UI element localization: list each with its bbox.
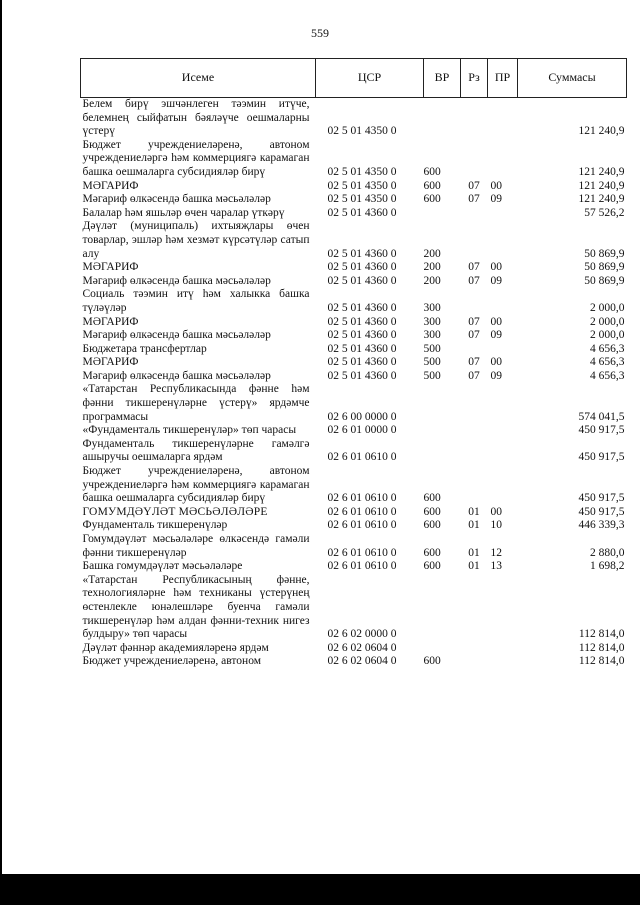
cell-sum: 1 698,2 [590, 560, 625, 573]
cell-name: Бюджет учреждениеләренә, автоном учреждениеләргә һәм коммерциягә карамаган башка оешмаларга субсидияләр бирү [82, 465, 310, 505]
cell-name: Фундаменталь тикшеренүләрне гамәлгә ашыручы оешмаларга ярдәм [82, 437, 310, 464]
cell-rz [461, 655, 488, 669]
cell-vr [424, 424, 461, 438]
cell-vr: 600 [423, 546, 441, 559]
cell-vr: 500 [423, 369, 441, 382]
cell-sum: 2 880,0 [590, 546, 625, 559]
cell-name: Мәгариф өлкәсендә башка мәсьәләләр [82, 193, 271, 206]
cell-rz: 01 [468, 519, 480, 532]
cell-name: Мәгариф өлкәсендә башка мәсьәләләр [82, 369, 271, 382]
budget-table [80, 58, 627, 669]
cell-sum: 2 000,0 [590, 329, 625, 342]
cell-csr: 02 5 01 4360 0 [327, 261, 397, 274]
header-name: Исеме [81, 59, 316, 98]
cell-sum: 112 814,0 [578, 628, 625, 641]
cell-sum: 2 000,0 [590, 315, 625, 328]
cell-sum: 121 240,9 [578, 165, 625, 178]
table-row [81, 424, 627, 438]
cell-vr: 200 [423, 261, 441, 274]
cell-vr: 600 [423, 492, 441, 505]
cell-sum: 574 041,5 [578, 410, 625, 423]
cell-csr: 02 5 01 4360 0 [327, 342, 397, 355]
cell-name: Балалар һәм яшьләр өчен чаралар үткәрү [82, 206, 285, 219]
table-row [81, 329, 627, 343]
header-csr: ЦСР [316, 59, 424, 98]
cell-pr [488, 655, 518, 669]
cell-csr: 02 5 01 4360 0 [327, 247, 397, 260]
cell-name: Мәгариф өлкәсендә башка мәсьәләләр [82, 329, 271, 342]
cell-sum: 50 869,9 [584, 274, 625, 287]
cell-pr: 09 [490, 369, 502, 382]
cell-name: Гомумдәүләт мәсьәләләре өлкәсендә гамәли фәнни тикшеренүләр [82, 533, 310, 559]
cell-pr: 09 [490, 193, 502, 206]
cell-pr: 00 [490, 179, 502, 192]
cell-rz: 07 [468, 179, 480, 192]
table-row [81, 139, 627, 180]
cell-rz [461, 288, 488, 315]
cell-csr: 02 5 01 4360 0 [327, 206, 397, 219]
cell-name: Бюджетара трансфертлар [82, 342, 207, 355]
cell-rz: 07 [468, 369, 480, 382]
table-row [81, 438, 627, 465]
cell-name: Фундаменталь тикшеренүләр [82, 519, 228, 532]
table-row [81, 180, 627, 194]
table-row [81, 383, 627, 424]
table-row [81, 207, 627, 221]
cell-csr: 02 6 02 0604 0 [327, 641, 397, 654]
table-row [81, 288, 627, 315]
header-pr: ПР [488, 59, 518, 98]
cell-sum: 450 917,5 [578, 492, 625, 505]
cell-rz: 07 [468, 329, 480, 342]
cell-vr [424, 98, 461, 139]
page-number: 559 [311, 26, 329, 40]
cell-vr [424, 207, 461, 221]
cell-rz [461, 574, 488, 642]
cell-pr: 09 [490, 329, 502, 342]
cell-pr [488, 288, 518, 315]
cell-sum: 50 869,9 [584, 261, 625, 274]
table-row [81, 316, 627, 330]
cell-name: МӘГАРИФ [82, 315, 139, 328]
cell-sum: 121 240,9 [578, 179, 625, 192]
cell-sum: 4 656,3 [590, 356, 625, 369]
cell-name: МӘГАРИФ [82, 356, 139, 369]
cell-name: Дәүләт (муниципаль) ихтыяҗлары өчен товарлар, эшләр һәм хезмәт күрсәтүләр сатып алу [82, 220, 310, 260]
cell-pr: 00 [490, 261, 502, 274]
cell-pr [488, 438, 518, 465]
cell-name: «Татарстан Республикасында фәнне һәм фәнни тикшеренүләрне үстерү» ярдәмче программасы [82, 383, 310, 423]
cell-rz [461, 465, 488, 506]
cell-rz [461, 207, 488, 221]
cell-csr: 02 6 01 0610 0 [327, 492, 397, 505]
cell-pr: 13 [490, 560, 502, 573]
table-row [81, 642, 627, 656]
cell-vr: 600 [423, 560, 441, 573]
cell-csr: 02 5 01 4360 0 [327, 329, 397, 342]
cell-csr: 02 5 01 4360 0 [327, 301, 397, 314]
cell-csr: 02 6 01 0610 0 [327, 546, 397, 559]
cell-vr: 500 [423, 356, 441, 369]
table-row [81, 370, 627, 384]
cell-vr: 600 [423, 179, 441, 192]
cell-pr: 00 [490, 356, 502, 369]
table-row [81, 193, 627, 207]
cell-name: «Фундаменталь тикшеренүләр» төп чарасы [82, 424, 297, 437]
cell-vr: 300 [423, 301, 441, 314]
cell-rz: 01 [468, 546, 480, 559]
cell-name: Башка гомумдәүләт мәсьәләләре [82, 560, 243, 573]
table-row [81, 261, 627, 275]
cell-rz: 07 [468, 356, 480, 369]
cell-rz [461, 642, 488, 656]
table-row [81, 275, 627, 289]
cell-rz: 01 [468, 560, 480, 573]
cell-vr: 600 [423, 505, 441, 518]
cell-sum: 4 656,3 [590, 342, 625, 355]
table-row [81, 519, 627, 533]
cell-csr: 02 6 00 0000 0 [327, 410, 397, 423]
cell-pr [488, 642, 518, 656]
cell-sum: 112 814,0 [578, 641, 625, 654]
cell-rz [461, 98, 488, 139]
cell-name: «Татарстан Республикасының фәнне, технологияләрне һәм техниканы үстерүнең өстенлекле юнәлешләре буенча гамәли тикшеренүләр һәм алдан фәнни-техник нигез булдыру» төп чарасы [82, 573, 310, 641]
cell-sum: 57 526,2 [584, 206, 625, 219]
cell-rz [461, 424, 488, 438]
table-row [81, 560, 627, 574]
cell-sum: 450 917,5 [578, 451, 625, 464]
cell-pr [488, 98, 518, 139]
cell-sum: 121 240,9 [578, 193, 625, 206]
cell-csr: 02 5 01 4350 0 [327, 125, 397, 138]
cell-name: МӘГАРИФ [82, 179, 139, 192]
cell-pr [488, 343, 518, 357]
cell-csr: 02 6 01 0610 0 [327, 505, 397, 518]
cell-name: Белем бирү эшчәнлеген тәэмин итүче, белемнең сыйфатын бәяләүче оешмаларны үстерү [82, 98, 310, 138]
cell-pr [488, 220, 518, 261]
table-header-row [81, 59, 627, 98]
cell-rz: 07 [468, 261, 480, 274]
cell-rz: 07 [468, 315, 480, 328]
cell-csr: 02 6 01 0000 0 [327, 424, 397, 437]
cell-name: Бюджет учреждениеләренә, автоном [82, 655, 262, 668]
cell-vr: 500 [423, 342, 441, 355]
table-row [81, 98, 627, 139]
cell-pr: 12 [490, 546, 502, 559]
scan-bottom-border [0, 874, 640, 905]
cell-sum: 446 339,3 [578, 519, 625, 532]
cell-pr [488, 424, 518, 438]
cell-vr: 600 [423, 165, 441, 178]
cell-pr [488, 207, 518, 221]
cell-csr: 02 6 01 0610 0 [327, 519, 397, 532]
table-row [81, 574, 627, 642]
cell-pr: 09 [490, 274, 502, 287]
table-row [81, 343, 627, 357]
cell-pr [488, 465, 518, 506]
cell-vr [424, 574, 461, 642]
cell-name: МӘГАРИФ [82, 261, 139, 274]
header-vr: ВР [424, 59, 461, 98]
cell-csr: 02 5 01 4360 0 [327, 315, 397, 328]
cell-name: ГОМУМДӘҮЛӘТ МӘСЬӘЛӘЛӘРЕ [82, 505, 268, 518]
cell-vr: 600 [423, 519, 441, 532]
cell-rz: 07 [468, 193, 480, 206]
cell-vr: 200 [423, 247, 441, 260]
table-body [81, 98, 627, 669]
cell-name: Дәүләт фәннәр академияләренә ярдәм [82, 641, 269, 654]
cell-sum: 2 000,0 [590, 301, 625, 314]
cell-sum: 450 917,5 [578, 505, 625, 518]
cell-name: Мәгариф өлкәсендә башка мәсьәләләр [82, 274, 271, 287]
cell-pr [488, 574, 518, 642]
cell-rz [461, 139, 488, 180]
cell-rz [461, 438, 488, 465]
cell-pr [488, 139, 518, 180]
cell-csr: 02 5 01 4350 0 [327, 193, 397, 206]
scan-left-edge [0, 0, 2, 874]
cell-rz [461, 343, 488, 357]
table-row [81, 356, 627, 370]
cell-csr: 02 5 01 4350 0 [327, 165, 397, 178]
cell-pr: 00 [490, 315, 502, 328]
cell-sum: 121 240,9 [578, 125, 625, 138]
cell-vr [424, 383, 461, 424]
cell-csr: 02 5 01 4360 0 [327, 274, 397, 287]
cell-pr [488, 383, 518, 424]
table-row [81, 465, 627, 506]
table-row [81, 655, 627, 669]
cell-csr: 02 5 01 4350 0 [327, 179, 397, 192]
cell-csr: 02 6 02 0604 0 [327, 655, 397, 668]
cell-rz [461, 383, 488, 424]
cell-vr [424, 642, 461, 656]
cell-rz: 01 [468, 505, 480, 518]
cell-name: Бюджет учреждениеләренә, автоном учреждениеләргә һәм коммерциягә карамаган башка оешмаларга субсидияләр бирү [82, 138, 310, 178]
cell-sum: 4 656,3 [590, 369, 625, 382]
cell-vr: 600 [423, 655, 441, 668]
cell-csr: 02 6 02 0000 0 [327, 628, 397, 641]
cell-rz: 07 [468, 274, 480, 287]
cell-vr: 600 [423, 193, 441, 206]
cell-pr: 00 [490, 505, 502, 518]
cell-pr: 10 [490, 519, 502, 532]
header-sum: Суммасы [518, 59, 627, 98]
table-row [81, 533, 627, 560]
cell-sum: 450 917,5 [578, 424, 625, 437]
cell-csr: 02 6 01 0610 0 [327, 451, 397, 464]
cell-csr: 02 5 01 4360 0 [327, 369, 397, 382]
table-row [81, 220, 627, 261]
cell-sum: 50 869,9 [584, 247, 625, 260]
cell-sum: 112 814,0 [578, 655, 625, 668]
cell-csr: 02 6 01 0610 0 [327, 560, 397, 573]
cell-name: Социаль тәэмин итү һәм халыкка башка түләүләр [82, 288, 310, 314]
cell-vr: 200 [423, 274, 441, 287]
cell-vr: 300 [423, 315, 441, 328]
cell-csr: 02 5 01 4360 0 [327, 356, 397, 369]
cell-vr [424, 438, 461, 465]
header-rz: Рз [461, 59, 488, 98]
cell-rz [461, 220, 488, 261]
cell-vr: 300 [423, 329, 441, 342]
table-row [81, 506, 627, 520]
